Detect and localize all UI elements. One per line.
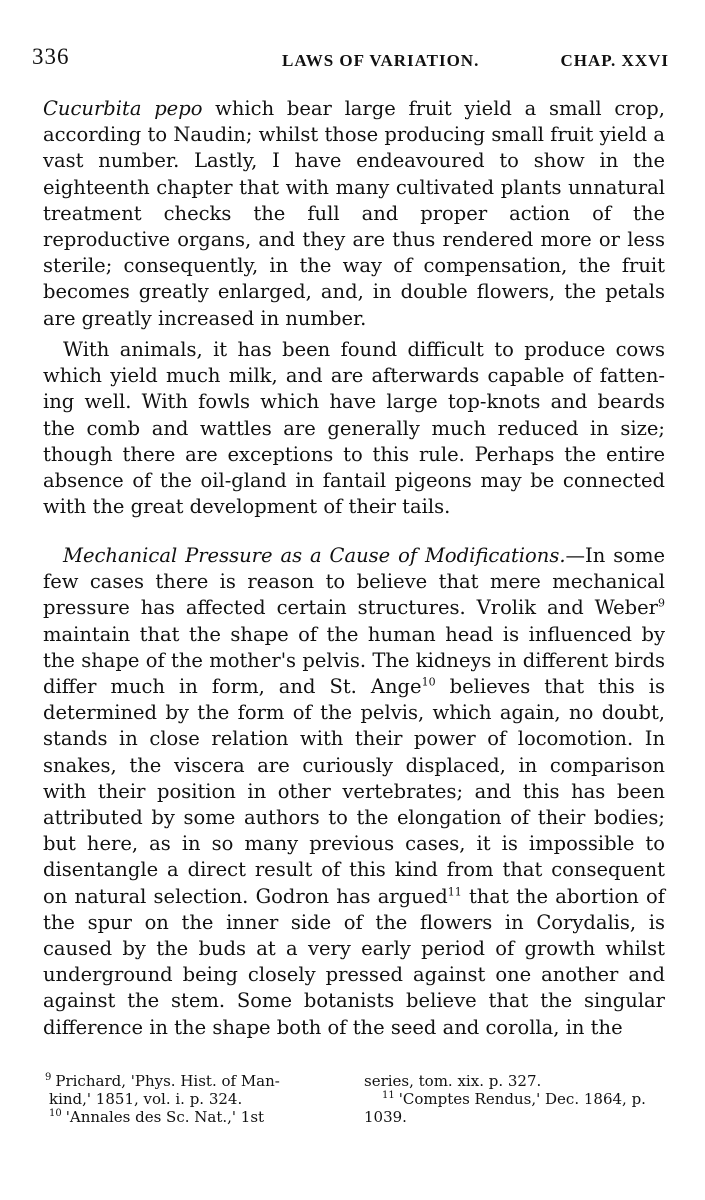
species-name: Cucurbita pepo	[43, 97, 203, 120]
paragraph-text: believes that this is determined by the form of the pelvis, which again, no doubt, stands in close relation with their power of locomotion. In snakes, the viscera are curiously displaced, in comparison with their position in other vertebrates; and this has been attributed by some authors to the elongation of their bodies; but here, as in so many previous cases, it is impossible to disentangle a direct result of this kind from that consequent on natural selection. Godron has argued	[43, 675, 665, 908]
footnote-text: 'Annales des Sc. Nat.,' 1st	[65, 1108, 265, 1126]
footnote-line	[360, 1072, 665, 1090]
paragraph-text: —In some few cases there is reason to believe that mere mechanical pressure has affected certain structures. Vrolik and Weber	[43, 544, 665, 620]
footnotes-left-column	[45, 1072, 345, 1126]
footnote-line	[45, 1090, 345, 1108]
footnote-ref-10[interactable]: 10	[421, 675, 436, 689]
footnotes-right-column	[360, 1072, 665, 1126]
footnote-number: 10	[49, 1108, 62, 1119]
footnote-line	[45, 1072, 345, 1090]
running-title: LAWS OF VARIATION.	[282, 51, 480, 70]
paragraph-text: that the abortion of the spur on the inner side of the flowers in Corydalis, is caused by the buds at a very early period of growth whilst underground being closely pressed against one another and against the stem. Some botanists believe that the singular difference in the shape both of the seed and corolla, in the	[43, 884, 665, 1039]
paragraph-compensation-plants	[43, 96, 665, 332]
footnote-line	[360, 1108, 665, 1126]
paragraph-text: maintain that the shape of the human head is influenced by the shape of the mother's pelvis. The kidneys in different birds differ much in form, and St. Ange	[43, 622, 665, 699]
paragraph-text: which bear large fruit yield a small crop, according to Naudin; whilst those producing small fruit yield a vast number. Lastly, I have endeavoured to show in the eighteenth chapter that with many cultivated plants unnatural treatment checks the full and proper action of the reproductive organs, and they are thus rendered more or less sterile; consequently, in the way of compensation, the fruit becomes greatly enlarged, and, in double flowers, the petals are greatly increased in number.	[43, 97, 665, 330]
footnote-ref-9[interactable]: 9	[658, 596, 665, 610]
footnote-number: 11	[382, 1090, 395, 1101]
running-header	[32, 44, 669, 74]
paragraph-mechanical-pressure	[43, 543, 665, 1041]
footnote-text: Prichard, 'Phys. Hist. of Man-	[55, 1072, 280, 1090]
section-heading: Mechanical Pressure as a Cause of Modifications.	[63, 544, 566, 567]
footnote-text: 'Comptes Rendus,' Dec. 1864, p.	[398, 1090, 646, 1108]
footnote-number: 9	[45, 1072, 52, 1083]
footnote-text: series, tom. xix. p. 327.	[364, 1072, 542, 1090]
footnote-text: kind,' 1851, vol. i. p. 324.	[49, 1090, 243, 1108]
footnote-line	[360, 1090, 665, 1108]
footnote-line	[45, 1108, 345, 1126]
paragraph-animals	[43, 337, 665, 520]
chapter-label: CHAP. XXVI	[560, 51, 669, 70]
page-number: 336	[32, 44, 70, 69]
footnote-text: 1039.	[364, 1108, 407, 1126]
paragraph-text: With animals, it has been found difficult to produce cows which yield much milk, and are afterwards capable of fatten-ing well. With fowls which have large top-knots and beards the comb and wattles are generally much reduced in size; though there are exceptions to this rule. Perhaps the entire absence of the oil-gland in fantail pigeons may be connected with the great development of their tails.	[43, 338, 665, 519]
footnote-ref-11[interactable]: 11	[447, 885, 462, 899]
